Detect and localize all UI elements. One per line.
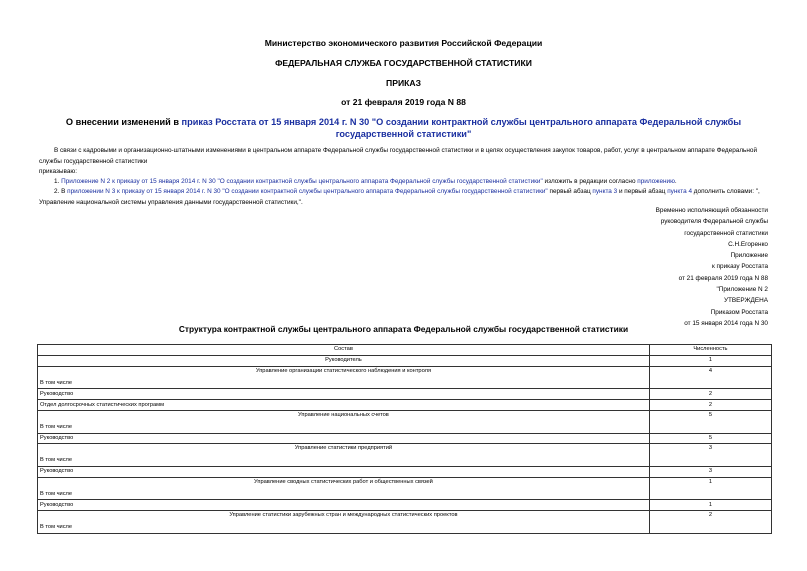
appendix-2-link[interactable]: Приложение N 2 к приказу от 15 января 2014 г. N 30 "О создании контрактной службы центрального аппарата Федеральной службы государственной статистики" (61, 178, 543, 185)
order-word: приказываю: (39, 168, 77, 175)
approved-label: УТВЕРЖДЕНА (723, 297, 768, 305)
column-header-count: Численность (649, 345, 771, 356)
appendix-line: "Приложение N 2 (716, 286, 768, 294)
table-row: Руководитель 1 (38, 355, 772, 366)
table-row: Управление статистики зарубежных стран и международных статистических проектов В том числе 2 (38, 511, 772, 534)
column-header-composition: Состав (38, 345, 650, 356)
approved-line: от 15 января 2014 года N 30 (684, 319, 768, 327)
table-row: Руководство 5 (38, 433, 772, 444)
doc-type: ПРИКАЗ (386, 78, 421, 88)
appendix-line: от 21 февраля 2019 года N 88 (678, 274, 768, 282)
appendix-label: Приложение (730, 252, 768, 260)
table-title: Структура контрактной службы центрального аппарата Федеральной службы государственной статистики (178, 324, 629, 334)
signature-line: Временно исполняющий обязанности (655, 207, 768, 214)
intro-paragraph: В связи с кадровыми и организационно-штатными изменениями в центральном аппарате Федеральной службы государственной статистики и в целях осуществления закупок товаров, работ, услуг в центральном аппарате Федеральной службы государственной статистики (39, 147, 758, 165)
table-row: Отдел долгосрочных статистических программ 2 (38, 400, 772, 411)
item-2: 2. В приложении N 3 к приказу от 15 января 2014 г. N 30 "О создании контрактной службы центрального аппарата Федеральной службы государственной статистики" первый абзац пункта 3 и первый абзац пункта 4 дополнить словами: ", Управление национальной системы управления данными государственной статистики,". (39, 188, 760, 206)
table-row: Руководство 2 (38, 389, 772, 400)
table-row: Управление сводных статистических работ и общественных связей В том числе 1 (38, 477, 772, 500)
signature-line: руководителя Федеральной службы (660, 218, 768, 226)
appendix-line: к приказу Росстата (711, 263, 768, 271)
table-header-row (38, 345, 772, 356)
structure-table (37, 344, 772, 534)
table-row: Руководство 1 (38, 500, 772, 511)
table-row: Управление национальных счетов В том числе 5 (38, 411, 772, 434)
document-title (30, 116, 777, 140)
signature-line: государственной статистики (684, 229, 768, 237)
clause-4-link[interactable]: пункта 4 (667, 188, 693, 195)
signer-name: С.Н.Егоренко (728, 240, 768, 248)
table-row: Руководство 3 (38, 466, 772, 477)
appendix-3-link[interactable]: приложении N 3 к приказу от 15 января 2014 г. N 30 "О создании контрактной службы центрального аппарата Федеральной службы государственной статистики" (67, 188, 548, 195)
table-row: Управление статистики предприятий В том числе 3 (38, 444, 772, 467)
appendix-link[interactable]: приложению (637, 178, 675, 185)
title-order-link[interactable]: приказ Росстата от 15 января 2014 г. N 30 "О создании контрактной службы центрального аппарата Федеральной службы государственной статистики" (181, 117, 742, 139)
signature-block (656, 205, 768, 329)
approved-line: Приказом Росстата (710, 308, 768, 316)
table-row: Управление организации статистического наблюдения и контроля В том числе 4 (38, 366, 772, 389)
doc-date-number: от 21 февраля 2019 года N 88 (341, 97, 466, 107)
ministry-name: Министерство экономического развития Российской Федерации (264, 38, 543, 48)
clause-3-link[interactable]: пункта 3 (592, 188, 618, 195)
title-prefix: О внесении изменений в (65, 117, 182, 127)
service-name: ФЕДЕРАЛЬНАЯ СЛУЖБА ГОСУДАРСТВЕННОЙ СТАТИСТИКИ (275, 58, 532, 68)
item-1: 1. Приложение N 2 к приказу от 15 января 2014 г. N 30 "О создании контрактной службы центрального аппарата Федеральной службы государственной статистики" изложить в редакции согласно приложению. (54, 178, 677, 185)
